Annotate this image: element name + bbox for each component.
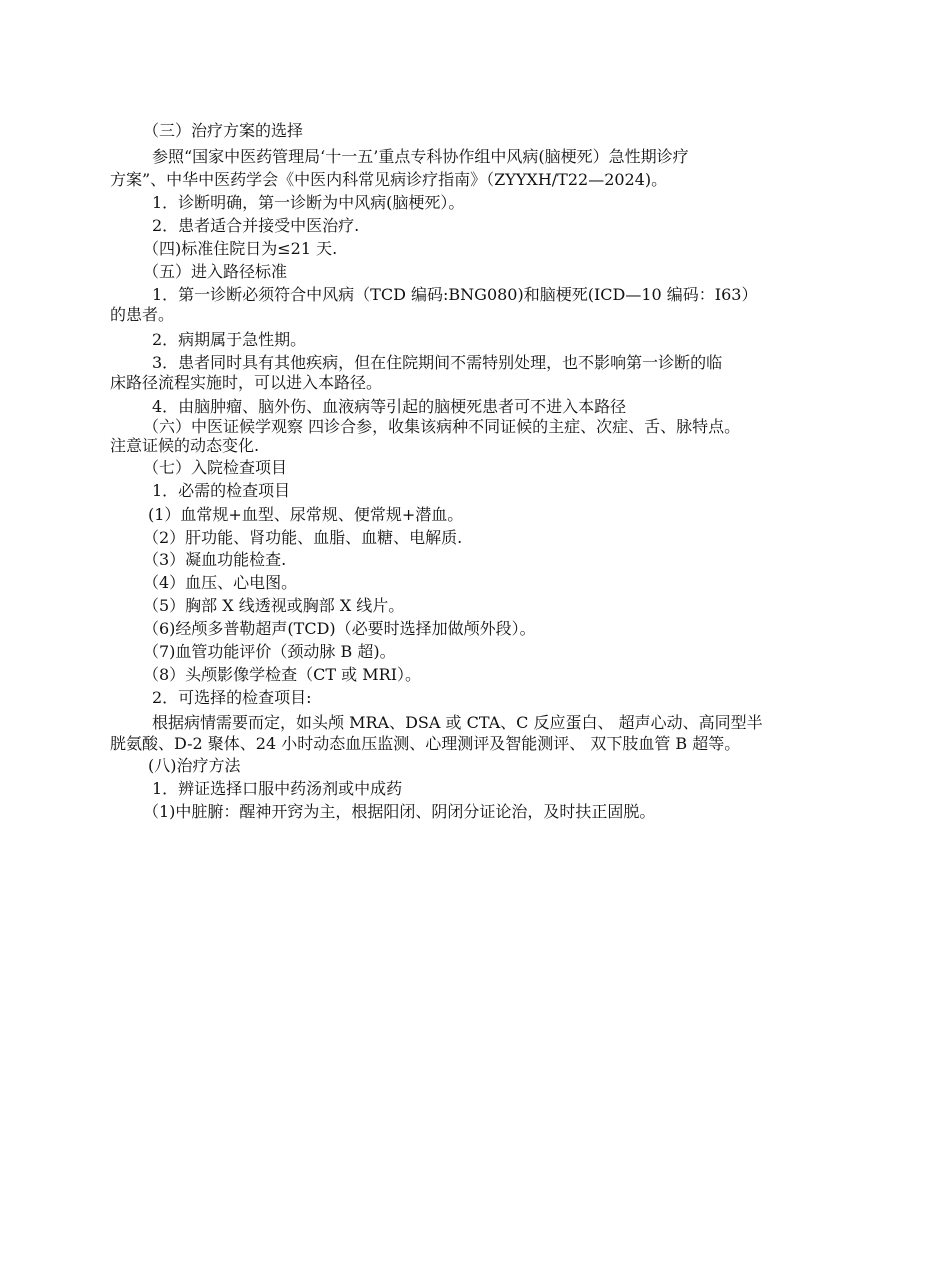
section-heading-treatment-methods: (八)治疗方法 bbox=[148, 756, 241, 775]
paragraph-line: 床路径流程实施时，可以进入本路径。 bbox=[110, 373, 383, 392]
list-item: （5）胸部 X 线透视或胸部 X 线片。 bbox=[143, 596, 405, 615]
paragraph-line: 的患者。 bbox=[110, 305, 175, 324]
paragraph-line: 注意证候的动态变化. bbox=[110, 436, 260, 455]
section-heading-tcm-syndrome: （六）中医证候学观察 四诊合参，收集该病种不同证候的主症、次症、舌、脉特点。 bbox=[143, 417, 741, 436]
list-item: （4）血压、心电图。 bbox=[143, 573, 298, 592]
list-item: 3．患者同时具有其他疾病，但在住院期间不需特别处理，也不影响第一诊断的临 bbox=[152, 353, 723, 372]
list-item: （7)血管功能评价（颈动脉 B 超)。 bbox=[143, 642, 396, 661]
section-heading-standard-stay: （四)标准住院日为≤21 天. bbox=[143, 239, 338, 258]
list-item: 1．辨证选择口服中药汤剂或中成药 bbox=[152, 779, 403, 798]
list-item: 2．可选择的检查项目: bbox=[152, 688, 312, 707]
section-heading-treatment-plan: （三）治疗方案的选择 bbox=[143, 121, 304, 140]
paragraph-line: 胱氨酸、D-2 聚体、24 小时动态血压监测、心理测评及智能测评、 双下肢血管 B 超等。 bbox=[110, 734, 741, 753]
paragraph-line: 参照“国家中医药管理局‘十一五’重点专科协作组中风病(脑梗死）急性期诊疗 bbox=[152, 147, 689, 166]
list-item: （3）凝血功能检查. bbox=[143, 550, 287, 569]
list-item: （6)经颅多普勒超声(TCD)（必要时选择加做颅外段）。 bbox=[143, 619, 536, 638]
list-item: (1）血常规+血型、尿常规、便常规+潜血。 bbox=[148, 505, 464, 524]
list-item: 2．病期属于急性期。 bbox=[152, 330, 307, 349]
list-item: 4．由脑肿瘤、脑外伤、血液病等引起的脑梗死患者可不进入本路径 bbox=[152, 397, 627, 416]
list-item: 1．第一诊断必须符合中风病（TCD 编码:BNG080)和脑梗死(ICD—10 编码：I63） bbox=[152, 285, 758, 304]
paragraph-line: 根据病情需要而定，如头颅 MRA、DSA 或 CTA、C 反应蛋白、 超声心动、高同型半 bbox=[152, 713, 763, 732]
list-item: 2．患者适合并接受中医治疗. bbox=[152, 216, 360, 235]
section-heading-entry-criteria: （五）进入路径标准 bbox=[143, 262, 288, 281]
list-item: （2）肝功能、肾功能、血脂、血糖、电解质. bbox=[143, 528, 463, 547]
list-item: （1)中脏腑：醒神开窍为主，根据阳闭、阴闭分证论治，及时扶正固脱。 bbox=[143, 802, 656, 821]
list-item: 1．诊断明确，第一诊断为中风病(脑梗死）。 bbox=[152, 193, 465, 212]
paragraph-line: 方案”、中华中医药学会《中医内科常见病诊疗指南》（ZYYXH/T22—2024)。 bbox=[110, 170, 668, 189]
section-heading-admission-exams: （七）入院检查项目 bbox=[143, 458, 288, 477]
list-item: 1．必需的检查项目 bbox=[152, 481, 291, 500]
list-item: （8）头颅影像学检查（CT 或 MRI）。 bbox=[143, 665, 422, 684]
